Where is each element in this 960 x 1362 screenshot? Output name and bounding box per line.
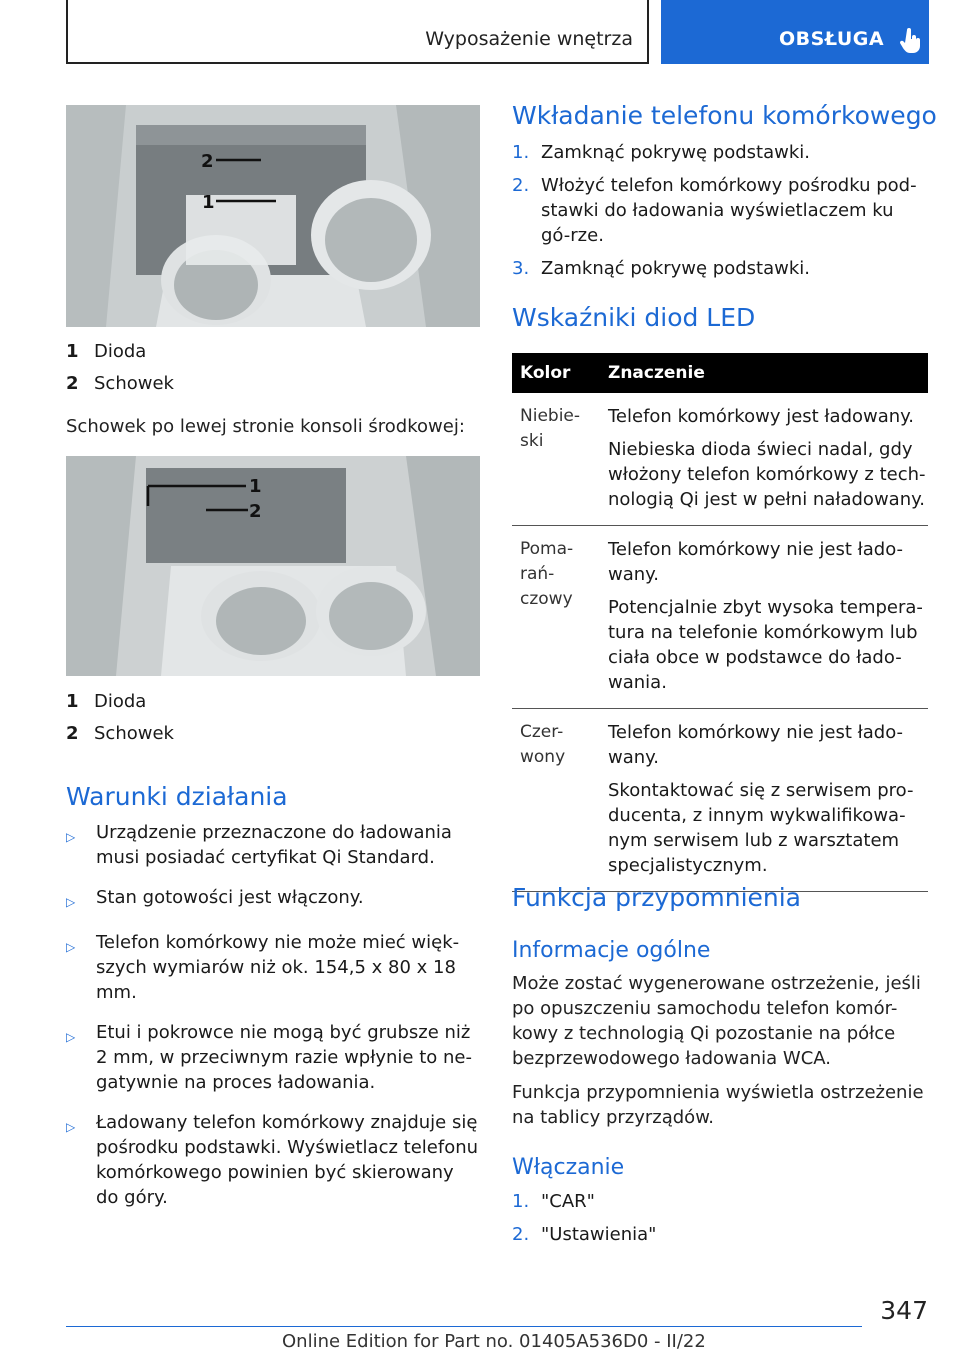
insert-heading: Wkładanie telefonu komórkowego xyxy=(512,101,937,130)
legend-item: 1 Dioda xyxy=(66,340,147,362)
col-header-color: Kolor xyxy=(520,363,571,383)
triangle-bullet-icon: ▷ xyxy=(66,940,76,954)
triangle-bullet-icon: ▷ xyxy=(66,830,76,844)
reminder-subheading: Informacje ogólne xyxy=(512,938,711,963)
reminder-para1: Może zostać wygenerowane ostrzeżenie, jeśli po opuszczeniu samochodu telefon komór-kowy z technologią Qi pozostanie na półce bezprzewodowego ładowania WCA. xyxy=(512,973,921,1069)
enable-heading: Włączanie xyxy=(512,1155,625,1180)
list-item: ▷ Ładowany telefon komórkowy znajduje się pośrodku podstawki. Wyświetlacz telefonu komórkowego powinien być skierowany do góry. xyxy=(66,1112,479,1208)
left-intro-text: Schowek po lewej stronie konsoli środkowej: xyxy=(66,416,465,437)
page-number: 347 xyxy=(880,1296,928,1325)
led-table xyxy=(512,353,928,892)
reminder-para2: Funkcja przypomnienia wyświetla ostrzeżenie na tablicy przyrządów. xyxy=(512,1082,924,1128)
list-item: ▷ Etui i pokrowce nie mogą być grubsze niż 2 mm, w przeciwnym razie wpłynie to ne-gatywnie na proces ładowania. xyxy=(66,1022,472,1093)
list-item: 3. Zamknąć pokrywę podstawki. xyxy=(512,258,811,279)
figure1-legend xyxy=(66,335,174,399)
figure2-callout-2: 2 xyxy=(249,501,262,522)
list-item: ▷ Stan gotowości jest włączony. xyxy=(66,885,480,915)
conditions-list xyxy=(66,820,480,1225)
chapter-title: Wyposażenie wnętrza xyxy=(425,28,633,50)
edition-text: Online Edition for Part no. 01405A536D0 - II/22 xyxy=(282,1331,706,1352)
console-photo-1 xyxy=(66,105,480,327)
conditions-heading: Warunki działania xyxy=(66,782,288,811)
table-row: Poma-rań-czowy Telefon komórkowy nie jest łado-wany. Potencjalnie zbyt wysoka tempera-tura na telefonie komórkowym lub ciała obce w podstawce do łado-wania. xyxy=(512,526,928,709)
table-row: Czer-wony Telefon komórkowy nie jest łado-wany. Skontaktować się z serwisem pro-ducenta, z innym wykwalifikowa-nym serwisem lub z warsztatem specjalistycznym. xyxy=(512,709,928,892)
list-item: ▷ Urządzenie przeznaczone do ładowania musi posiadać certyfikat Qi Standard. xyxy=(66,822,452,868)
figure2-legend xyxy=(66,685,174,749)
triangle-bullet-icon: ▷ xyxy=(66,1120,76,1134)
triangle-bullet-icon: ▷ xyxy=(66,895,76,909)
enable-steps xyxy=(512,1189,928,1255)
figure1-callout-2: 2 xyxy=(201,151,214,172)
led-heading: Wskaźniki diod LED xyxy=(512,303,756,332)
legend-item: 2 Schowek xyxy=(66,372,174,394)
list-item: ▷ Telefon komórkowy nie może mieć więk-szych wymiarów niż ok. 154,5 x 80 x 18 mm. xyxy=(66,932,460,1003)
list-item: 1. "CAR" xyxy=(512,1191,595,1212)
section-title: OBSŁUGA xyxy=(779,28,885,50)
hand-pointer-icon xyxy=(899,28,921,54)
list-item: 2. "Ustawienia" xyxy=(512,1224,657,1245)
col-header-meaning: Znaczenie xyxy=(608,363,705,383)
list-item: 2. Włożyć telefon komórkowy pośrodku pod-stawki do ładowania wyświetlaczem ku gó-rze. xyxy=(512,175,917,246)
console-photo-2 xyxy=(66,456,480,676)
table-row: Niebie-ski Telefon komórkowy jest ładowany. Niebieska dioda świeci nadal, gdy włożony telefon komórkowy z tech-nologią Qi jest w pełni naładowany. xyxy=(512,393,928,526)
reminder-heading: Funkcja przypomnienia xyxy=(512,883,802,912)
figure2-callout-1: 1 xyxy=(249,476,262,497)
insert-steps xyxy=(512,140,928,289)
list-item: 1. Zamknąć pokrywę podstawki. xyxy=(512,142,811,163)
table-header xyxy=(512,353,928,393)
legend-item: 1 Dioda xyxy=(66,690,147,712)
header-section-box[interactable] xyxy=(661,0,929,64)
triangle-bullet-icon: ▷ xyxy=(66,1030,76,1044)
header-chapter-box xyxy=(66,0,649,64)
legend-item: 2 Schowek xyxy=(66,722,174,744)
figure1-callout-1: 1 xyxy=(202,192,215,213)
footer-divider xyxy=(66,1326,862,1327)
